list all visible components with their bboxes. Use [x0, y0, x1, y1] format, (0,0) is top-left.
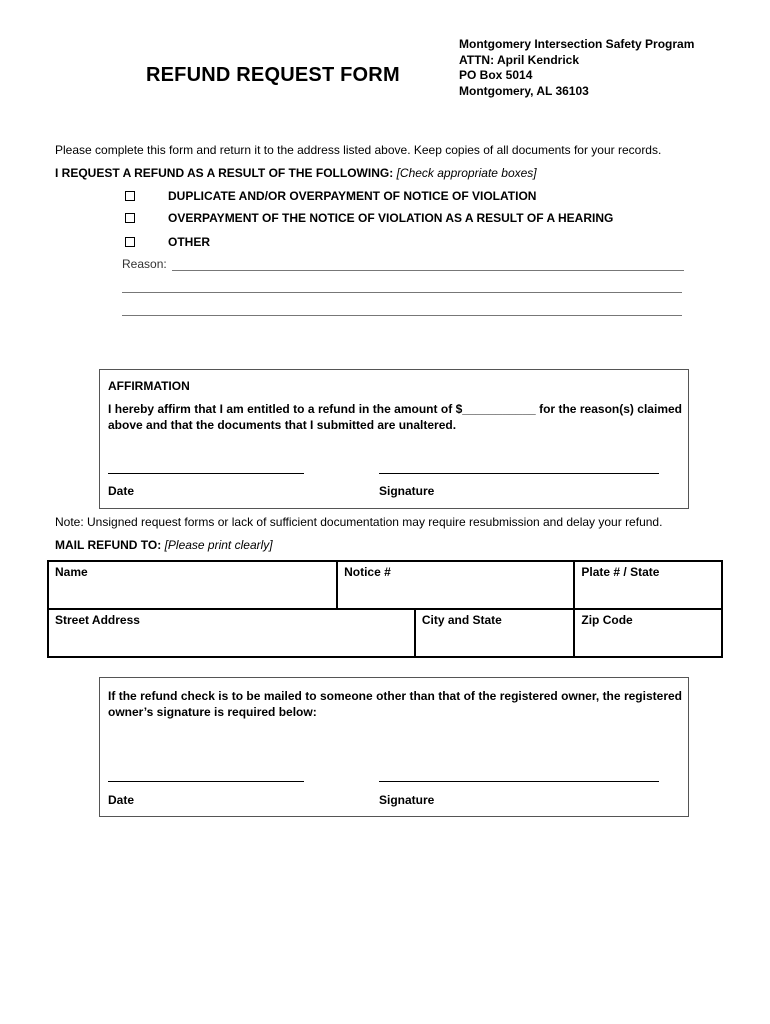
owner-signature-line[interactable] [379, 781, 659, 782]
option-hearing[interactable] [125, 211, 613, 225]
request-label: I REQUEST A REFUND AS A RESULT OF THE FOLLOWING: [55, 166, 394, 180]
zip-field[interactable]: Zip Code [574, 609, 722, 657]
request-hint: [Check appropriate boxes] [396, 166, 537, 180]
instructions: Please complete this form and return it to the address listed above. Keep copies of all documents for your records. [55, 143, 662, 157]
reason-label: Reason: [122, 257, 167, 271]
address-line: ATTN: April Kendrick [459, 52, 580, 67]
notice-field[interactable]: Notice # [337, 561, 574, 609]
address-line: PO Box 5014 [459, 68, 533, 82]
street-field[interactable]: Street Address [48, 609, 415, 657]
option-label: OVERPAYMENT OF THE NOTICE OF VIOLATION AS A RESULT OF A HEARING [168, 211, 614, 225]
address-line: Montgomery, AL 36103 [459, 83, 589, 98]
mail-hint: [Please print clearly] [164, 538, 273, 552]
owner-signature-panel [99, 677, 689, 817]
plate-field[interactable]: Plate # / State [574, 561, 722, 609]
checkbox-icon[interactable] [125, 213, 135, 223]
reason-line[interactable] [122, 315, 682, 316]
date-label: Date [108, 484, 135, 498]
address-line: Montgomery Intersection Safety Program [459, 37, 695, 51]
reason-line[interactable] [122, 292, 682, 293]
mailing-address [459, 37, 694, 99]
request-heading [55, 166, 537, 180]
mail-refund-table [47, 560, 723, 658]
checkbox-icon[interactable] [125, 191, 135, 201]
form-title: REFUND REQUEST FORM [146, 64, 400, 86]
name-field[interactable]: Name [48, 561, 337, 609]
mail-heading [55, 538, 273, 552]
mail-label: MAIL REFUND TO: [55, 538, 162, 552]
signature-label: Signature [379, 484, 435, 498]
owner-signature-label: Signature [379, 793, 435, 807]
affirmation-panel [99, 369, 689, 509]
signature-line[interactable] [379, 473, 659, 474]
option-other[interactable] [125, 235, 210, 249]
city-field[interactable]: City and State [415, 609, 575, 657]
owner-date-line[interactable] [108, 781, 304, 782]
note-text: Note: Unsigned request forms or lack of sufficient documentation may require resubmission and delay your refund. [55, 515, 663, 529]
option-label: DUPLICATE AND/OR OVERPAYMENT OF NOTICE OF VIOLATION [168, 189, 537, 203]
affirmation-heading: AFFIRMATION [108, 379, 190, 393]
affirmation-text: I hereby affirm that I am entitled to a refund in the amount of $___________ for the reason(s) claimed above and that the documents that I submitted are unaltered. [108, 402, 682, 432]
reason-line[interactable] [172, 270, 684, 271]
checkbox-icon[interactable] [125, 237, 135, 247]
date-line[interactable] [108, 473, 304, 474]
owner-date-label: Date [108, 793, 135, 807]
option-duplicate[interactable] [125, 189, 536, 203]
owner-text: If the refund check is to be mailed to someone other than that of the registered owner, the registered owner’s signature is required below: [108, 689, 682, 719]
option-label: OTHER [168, 235, 210, 249]
